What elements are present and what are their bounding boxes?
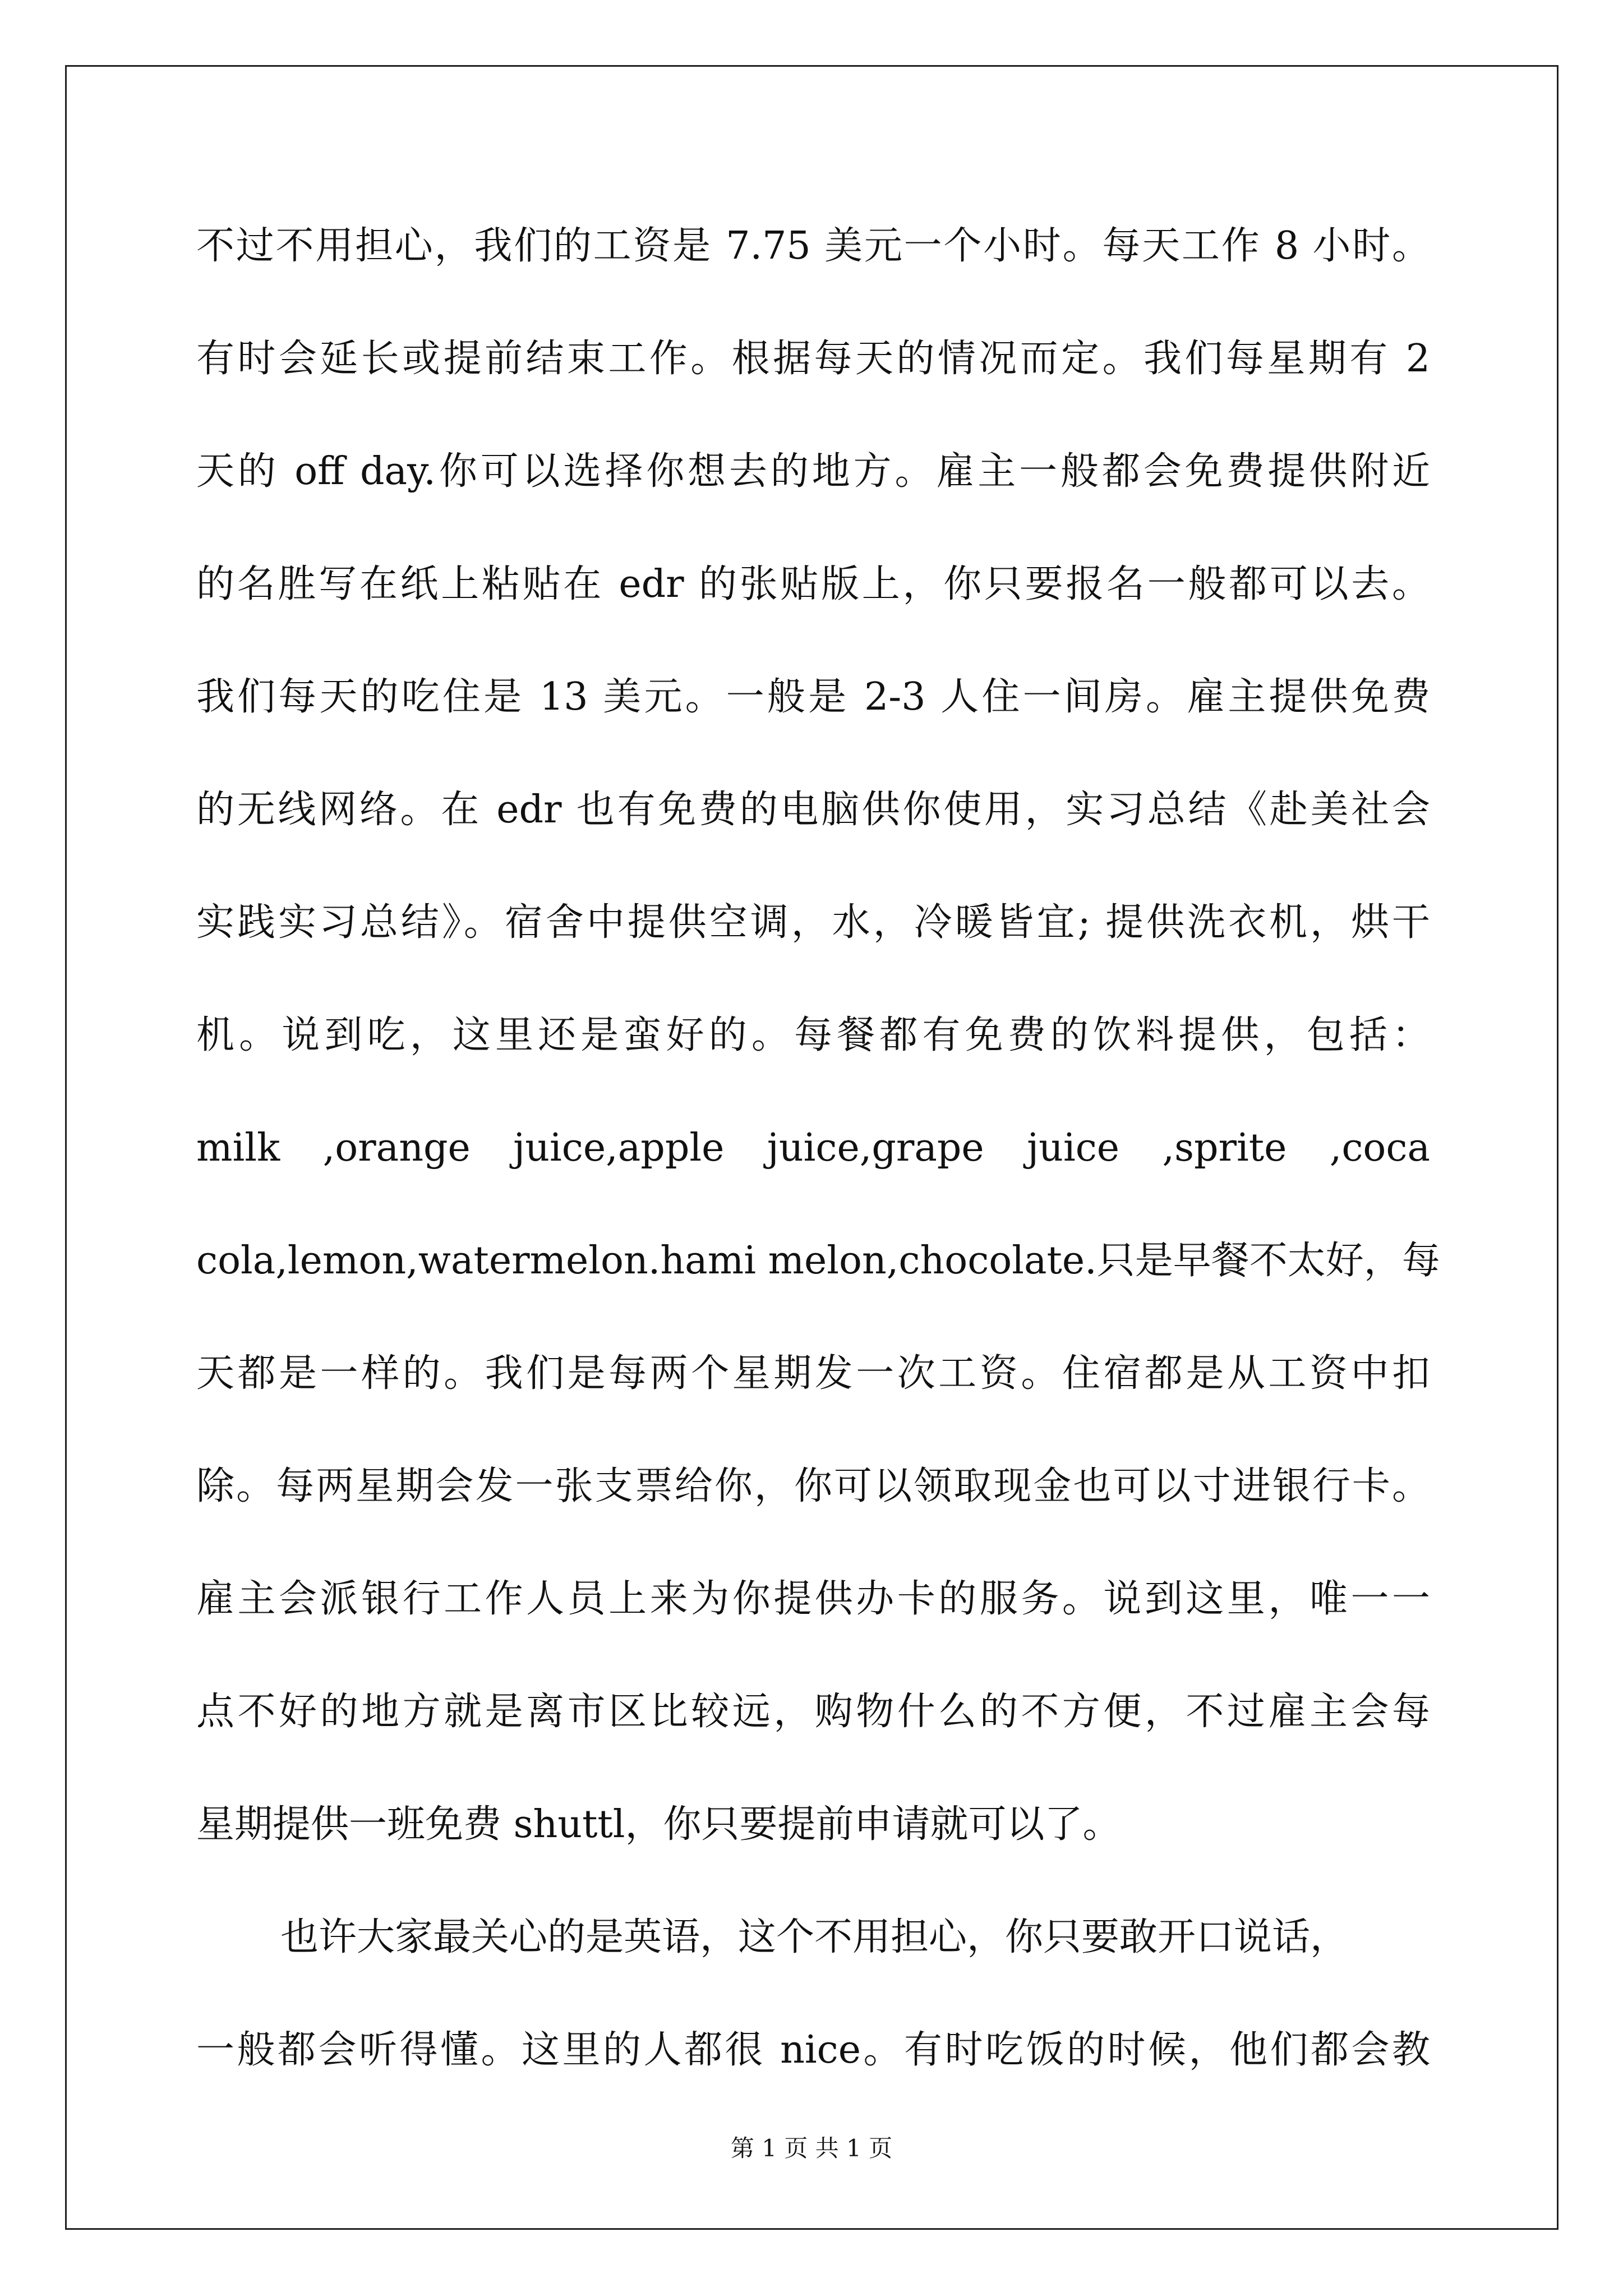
text-line: 天都是一样的。我们是每两个星期发一次工资。住宿都是从工资中扣 bbox=[196, 1351, 1430, 1396]
text-line: 机。说到吃，这里还是蛮好的。每餐都有免费的饮料提供，包括： bbox=[196, 1013, 1430, 1057]
page-number-footer: 第 1 页 共 1 页 bbox=[730, 2134, 893, 2162]
text-line: 的无线网络。在 edr 也有免费的电脑供你使用，实习总结《赴美社会 bbox=[196, 788, 1430, 832]
text-line: 雇主会派银行工作人员上来为你提供办卡的服务。说到这里，唯一一 bbox=[196, 1577, 1430, 1621]
text-line-paragraph-end: 星期提供一班免费 shuttl，你只要提前申请就可以了。 bbox=[196, 1802, 1121, 1847]
text-line-paragraph-start: 也许大家最关心的是英语，这个不用担心，你只要敢开口说话， bbox=[280, 1915, 1349, 1959]
text-line: 点不好的地方就是离市区比较远，购物什么的不方便，不过雇主会每 bbox=[196, 1690, 1430, 1734]
text-line: 实践实习总结》。宿舍中提供空调，水，冷暖皆宜; 提供洗衣机，烘干 bbox=[196, 900, 1430, 945]
text-line: 的名胜写在纸上粘贴在 edr 的张贴版上，你只要报名一般都可以去。 bbox=[196, 562, 1430, 606]
text-line: 我们每天的吃住是 13 美元。一般是 2-3 人住一间房。雇主提供免费 bbox=[196, 675, 1430, 719]
text-line: cola,lemon,watermelon.hami melon,chocolate.只是早餐不太好，每 bbox=[196, 1239, 1440, 1283]
text-line: 除。每两星期会发一张支票给你，你可以领取现金也可以寸进银行卡。 bbox=[196, 1464, 1430, 1508]
text-line: 有时会延长或提前结束工作。根据每天的情况而定。我们每星期有 2 bbox=[196, 337, 1430, 381]
text-line: 不过不用担心，我们的工资是 7.75 美元一个小时。每天工作 8 小时。 bbox=[196, 224, 1430, 268]
document-body bbox=[196, 190, 1440, 2106]
text-line: 一般都会听得懂。这里的人都很 nice。有时吃饭的时候，他们都会教 bbox=[196, 2028, 1430, 2072]
text-line: 天的 off day.你可以选择你想去的地方。雇主一般都会免费提供附近 bbox=[196, 449, 1430, 494]
text-line: milk ,orange juice,apple juice,grape juice ,sprite ,coca bbox=[196, 1126, 1430, 1170]
